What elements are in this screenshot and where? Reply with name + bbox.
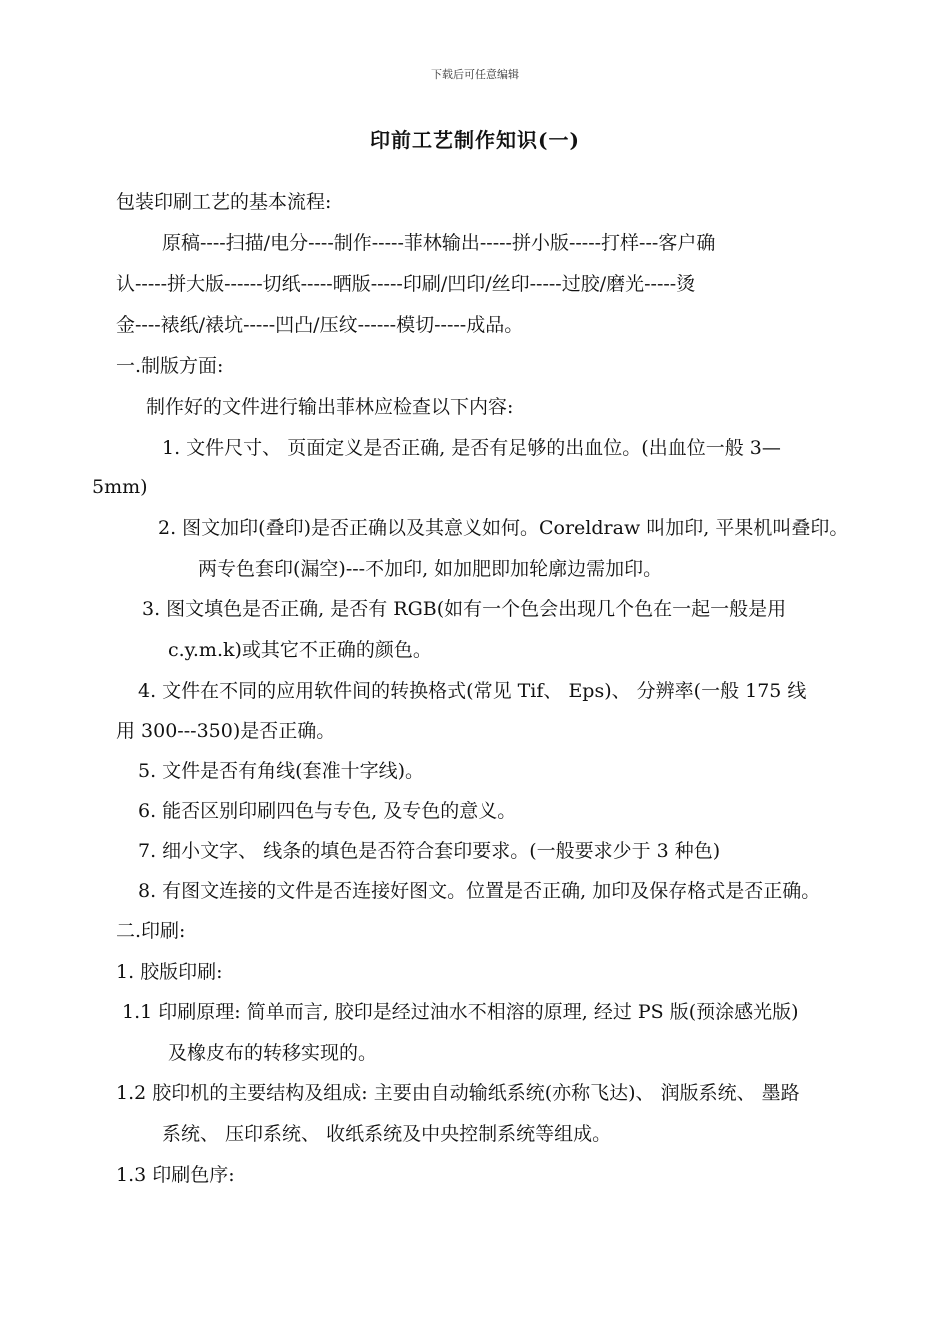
text-line: 3. 图文填色是否正确, 是否有 RGB(如有一个色会出现几个色在一起一般是用	[142, 598, 787, 620]
text-line: 两专色套印(漏空)---不加印, 如加肥即加轮廓边需加印。	[198, 558, 663, 580]
text-line: 制作好的文件进行输出菲林应检查以下内容:	[146, 396, 514, 418]
text-line: 及橡皮布的转移实现的。	[168, 1042, 378, 1064]
header-note: 下载后可任意编辑	[431, 68, 519, 81]
text-line: 6. 能否区别印刷四色与专色, 及专色的意义。	[138, 800, 517, 822]
text-line: 1. 文件尺寸、 页面定义是否正确, 是否有足够的出血位。(出血位一般 3—	[162, 437, 781, 459]
text-line: 8. 有图文连接的文件是否连接好图文。位置是否正确, 加印及保存格式是否正确。	[138, 880, 821, 902]
text-line: 5. 文件是否有角线(套准十字线)。	[138, 760, 424, 782]
text-line: 包装印刷工艺的基本流程:	[116, 191, 332, 213]
text-line: 1.3 印刷色序:	[116, 1164, 235, 1186]
text-line: 5mm)	[92, 476, 148, 498]
text-line: 原稿----扫描/电分----制作-----菲林输出-----拼小版-----打样---客户确	[162, 232, 716, 254]
text-line: 系统、 压印系统、 收纸系统及中央控制系统等组成。	[162, 1123, 612, 1145]
text-line: 用 300---350)是否正确。	[116, 720, 336, 742]
text-line: 1. 胶版印刷:	[116, 961, 223, 983]
page-title: 印前工艺制作知识(一)	[370, 128, 580, 152]
text-line: 1.1 印刷原理: 简单而言, 胶印是经过油水不相溶的原理, 经过 PS 版(预涂感光版)	[122, 1001, 799, 1023]
text-line: 一.制版方面:	[116, 355, 224, 377]
text-line: 4. 文件在不同的应用软件间的转换格式(常见 Tif、 Eps)、 分辨率(一般 175 线	[138, 680, 807, 702]
text-line: 1.2 胶印机的主要结构及组成: 主要由自动输纸系统(亦称飞达)、 润版系统、 墨路	[116, 1082, 800, 1104]
text-line: 金----裱纸/裱坑-----凹凸/压纹------模切-----成品。	[116, 314, 524, 336]
text-line: 7. 细小文字、 线条的填色是否符合套印要求。(一般要求少于 3 种色)	[138, 840, 721, 862]
text-line: c.y.m.k)或其它不正确的颜色。	[168, 639, 432, 661]
text-line: 2. 图文加印(叠印)是否正确以及其意义如何。Coreldraw 叫加印, 平果机叫叠印。	[158, 517, 849, 539]
text-line: 二.印刷:	[116, 920, 186, 942]
text-line: 认-----拼大版------切纸-----晒版-----印刷/凹印/丝印-----过胶/磨光-----烫	[116, 273, 696, 295]
